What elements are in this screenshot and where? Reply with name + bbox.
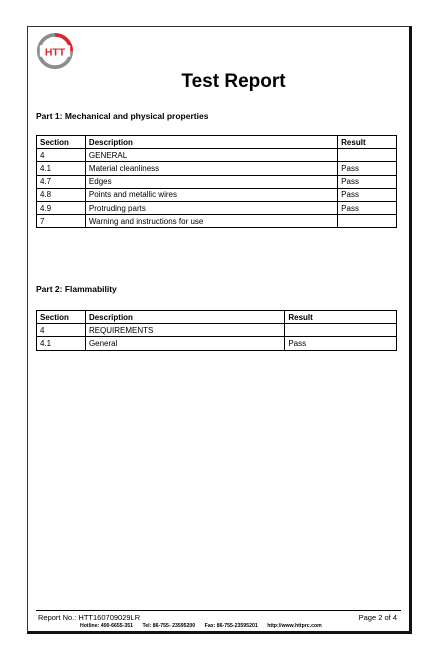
table-row bbox=[37, 175, 397, 188]
table-row bbox=[37, 162, 397, 175]
part2-heading: Part 2: Flammability bbox=[36, 284, 117, 294]
description-cell: General bbox=[85, 337, 284, 350]
table-row bbox=[37, 188, 397, 201]
report-page bbox=[27, 26, 412, 634]
part1-table bbox=[36, 135, 397, 228]
table-row bbox=[37, 324, 397, 337]
column-header: Description bbox=[85, 136, 337, 149]
result-cell bbox=[338, 215, 397, 228]
column-header: Section bbox=[37, 136, 86, 149]
hotline-text: Hotline: 400-6655-351 bbox=[80, 623, 134, 629]
column-header: Result bbox=[285, 311, 397, 324]
table-header-row bbox=[37, 136, 397, 149]
section-cell: 4.7 bbox=[37, 175, 86, 188]
report-number: Report No.: HTT160709029LR bbox=[38, 613, 141, 622]
website-link[interactable]: http://www.httprc.com bbox=[267, 623, 322, 629]
result-cell: Pass bbox=[338, 188, 397, 201]
description-cell: Edges bbox=[85, 175, 337, 188]
column-header: Section bbox=[37, 311, 86, 324]
column-header: Result bbox=[338, 136, 397, 149]
description-cell: REQUIREMENTS bbox=[85, 324, 284, 337]
section-cell: 4.8 bbox=[37, 188, 86, 201]
table-row bbox=[37, 215, 397, 228]
description-cell: Protruding parts bbox=[85, 201, 337, 214]
table-row bbox=[37, 149, 397, 162]
result-cell: Pass bbox=[338, 201, 397, 214]
description-cell: GENERAL bbox=[85, 149, 337, 162]
section-cell: 4.1 bbox=[37, 162, 86, 175]
fax-text: Fax: 86-755-23595201 bbox=[204, 623, 258, 629]
page-title: Test Report bbox=[181, 71, 286, 92]
description-cell: Warning and instructions for use bbox=[85, 215, 337, 228]
result-cell: Pass bbox=[285, 337, 397, 350]
section-cell: 4 bbox=[37, 324, 86, 337]
tel-text: Tel: 86-755- 23595200 bbox=[142, 623, 196, 629]
section-cell: 7 bbox=[37, 215, 86, 228]
column-header: Description bbox=[85, 311, 284, 324]
page-number: Page 2 of 4 bbox=[358, 613, 397, 622]
table-row bbox=[37, 337, 397, 350]
htt-logo bbox=[36, 32, 74, 70]
description-cell: Material cleanliness bbox=[85, 162, 337, 175]
footer-contact bbox=[80, 623, 330, 629]
result-cell: Pass bbox=[338, 175, 397, 188]
section-cell: 4.1 bbox=[37, 337, 86, 350]
result-cell bbox=[285, 324, 397, 337]
section-cell: 4 bbox=[37, 149, 86, 162]
logo-text: HTT bbox=[44, 47, 66, 59]
part1-heading: Part 1: Mechanical and physical properties bbox=[36, 111, 209, 121]
table-row bbox=[37, 201, 397, 214]
footer-divider bbox=[36, 610, 401, 611]
part2-table bbox=[36, 310, 397, 351]
result-cell: Pass bbox=[338, 162, 397, 175]
description-cell: Points and metallic wires bbox=[85, 188, 337, 201]
section-cell: 4.9 bbox=[37, 201, 86, 214]
table-header-row bbox=[37, 311, 397, 324]
result-cell bbox=[338, 149, 397, 162]
